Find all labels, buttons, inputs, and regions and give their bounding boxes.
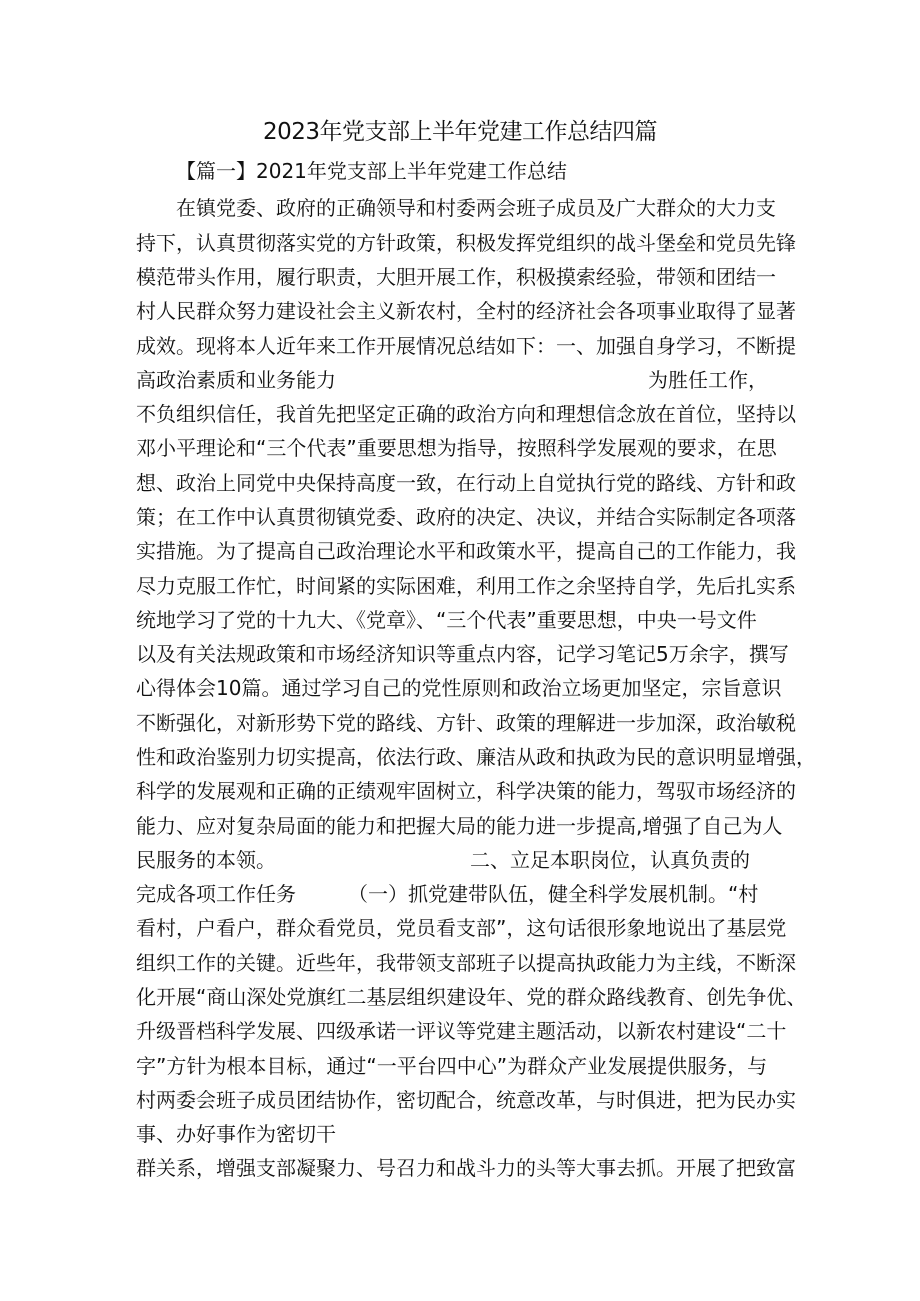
paragraph-line: 升级晋档科学发展、四级承诺一评议等党建主题活动，以新农村建设“二十 bbox=[136, 1019, 787, 1043]
paragraph-line: 邓小平理论和“三个代表”重要思想为指导，按照科学发展观的要求，在思 bbox=[136, 436, 777, 460]
paragraph-line: 村人民群众努力建设社会主义新农村，全村的经济社会各项事业取得了显著 bbox=[136, 299, 796, 323]
paragraph-line: 在镇党委、政府的正确领导和村委两会班子成员及广大群众的大力支 bbox=[176, 196, 776, 220]
paragraph-line: 成效。现将本人近年来工作开展情况总结如下：一、加强自身学习，不断提 bbox=[136, 334, 796, 358]
paragraph-line: 事、办好事作为密切干 bbox=[136, 1122, 336, 1146]
paragraph-line: 模范带头作用，履行职责，大胆开展工作，积极摸索经验，带领和团结一 bbox=[136, 265, 776, 289]
paragraph-line: 持下，认真贯彻落实党的方针政策，积极发挥党组织的战斗堡垒和党员先锋 bbox=[136, 231, 796, 255]
paragraph-line: 村两委会班子成员团结协作，密切配合，统意改革，与时俱进，把为民办实 bbox=[136, 1088, 796, 1112]
paragraph-line: 为胜任工作， bbox=[648, 368, 768, 392]
paragraph-line: 科学的发展观和正确的正绩观牢固树立，科学决策的能力，驾驭市场经济的 bbox=[136, 779, 796, 803]
paragraph-line: 化开展“商山深处党旗红二基层组织建设年、党的群众路线教育、创先争优、 bbox=[136, 985, 807, 1009]
paragraph-line: 字”方针为根本目标，通过“一平台四中心”为群众产业发展提供服务，与 bbox=[136, 1054, 768, 1078]
paragraph-line: （一）抓党建带队伍，健全科学发展机制。“村 bbox=[348, 882, 759, 906]
paragraph-line: 不负组织信任，我首先把坚定正确的政治方向和理想信念放在首位，坚持以 bbox=[136, 402, 796, 426]
paragraph-line: 尽力克服工作忙，时间紧的实际困难，利用工作之余坚持自学，先后扎实系 bbox=[136, 574, 796, 598]
paragraph-line: 想、政治上同党中央保持高度一致，在行动上自觉执行党的路线、方针和政 bbox=[136, 471, 796, 495]
paragraph-line: 民服务的本领。 bbox=[136, 848, 276, 872]
paragraph-line: 看村，户看户，群众看党员，党员看支部”，这句话很形象地说出了基层党 bbox=[136, 916, 787, 940]
paragraph-line: 完成各项工作任务 bbox=[136, 882, 296, 906]
paragraph-line: 组织工作的关键。近些年，我带领支部班子以提高执政能力为主线，不断深 bbox=[136, 951, 796, 975]
paragraph-line: 策；在工作中认真贯彻镇党委、政府的决定、决议，并结合实际制定各项落 bbox=[136, 505, 796, 529]
document-title: 2023年党支部上半年党建工作总结四篇 bbox=[262, 119, 658, 145]
paragraph-line: 以及有关法规政策和市场经济知识等重点内容，记学习笔记5万余字，撰写 bbox=[136, 642, 789, 666]
paragraph-line: 高政治素质和业务能力 bbox=[136, 368, 336, 392]
paragraph-line: 二、立足本职岗位，认真负责的 bbox=[470, 848, 750, 872]
paragraph-line: 群关系，增强支部凝聚力、号召力和战斗力的头等大事去抓。开展了把致富 bbox=[136, 1156, 796, 1180]
paragraph-line: 实措施。为了提高自己政治理论水平和政策水平，提高自己的工作能力，我 bbox=[136, 539, 796, 563]
paragraph-line: 心得体会10篇。通过学习自己的党性原则和政治立场更加坚定，宗旨意识 bbox=[136, 676, 782, 700]
paragraph-line: 性和政治鉴别力切实提高，依法行政、廉洁从政和执政为民的意识明显增强， bbox=[136, 745, 816, 769]
paragraph-line: 不断强化，对新形势下党的路线、方针、政策的理解进一步加深，政治敏税 bbox=[136, 711, 796, 735]
section-heading: 【篇一】2021年党支部上半年党建工作总结 bbox=[176, 159, 567, 183]
paragraph-line: 统地学习了党的十九大、《党章》、“三个代表”重要思想，中央一号文件 bbox=[136, 608, 757, 632]
paragraph-line: 能力、应对复杂局面的能力和把握大局的能力进一步提高,增强了自己为人 bbox=[136, 814, 783, 838]
